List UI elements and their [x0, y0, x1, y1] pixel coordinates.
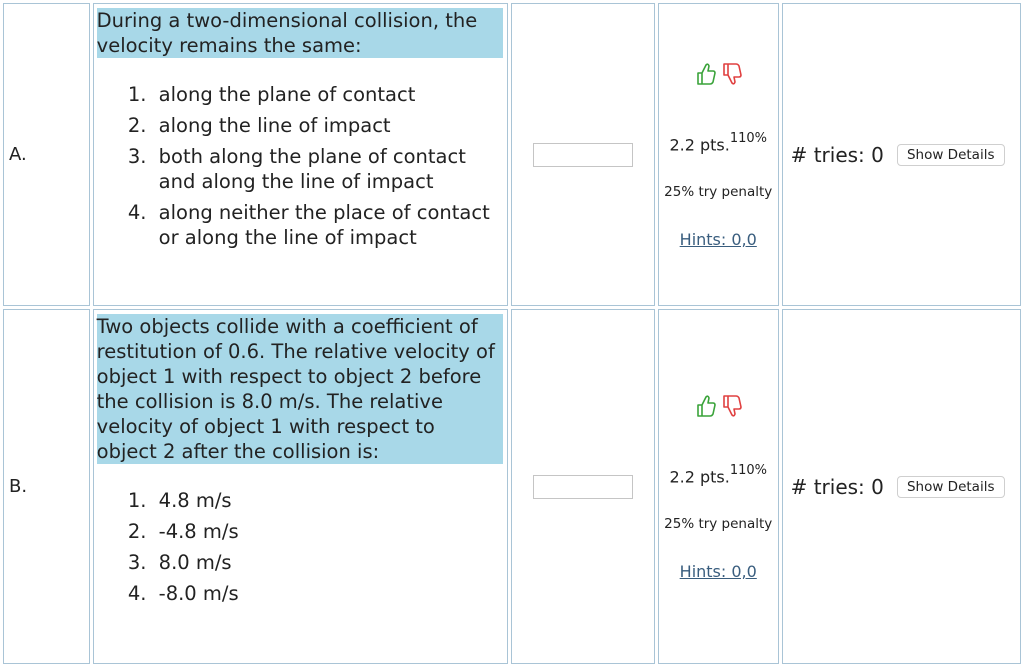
thumbs-down-icon[interactable]	[720, 393, 742, 423]
show-details-button[interactable]: Show Details	[897, 476, 1005, 498]
points-value: 2.2 pts.	[669, 134, 730, 154]
thumbs-down-icon[interactable]	[720, 61, 742, 91]
points-percent: 110%	[729, 130, 768, 146]
question-cell	[93, 309, 509, 664]
points-percent: 110%	[729, 462, 768, 478]
option-item: 1. 4.8 m/s	[153, 488, 504, 513]
tries-count: # tries: 0	[790, 142, 884, 167]
try-penalty: 25% try penalty	[664, 515, 773, 532]
question-letter: A.	[3, 3, 90, 306]
try-penalty: 25% try penalty	[664, 183, 773, 200]
option-item: 2. along the line of impact	[153, 113, 504, 138]
answer-cell	[511, 309, 654, 664]
points-label	[669, 462, 768, 486]
show-details-button[interactable]: Show Details	[897, 144, 1005, 166]
question-row-b	[3, 309, 1021, 664]
rating-icons	[659, 61, 778, 91]
thumbs-up-icon[interactable]	[694, 393, 716, 423]
answer-cell	[511, 3, 654, 306]
question-cell	[93, 3, 509, 306]
answer-options	[97, 82, 504, 250]
tries-cell	[782, 309, 1021, 664]
points-cell	[658, 3, 779, 306]
answer-input[interactable]	[533, 143, 633, 167]
option-item: 3. 8.0 m/s	[153, 550, 504, 575]
option-item: 4. -8.0 m/s	[153, 581, 504, 606]
rating-icons	[659, 393, 778, 423]
tries-count: # tries: 0	[790, 474, 884, 499]
answer-options	[97, 488, 504, 606]
answer-input[interactable]	[533, 475, 633, 499]
tries-cell	[782, 3, 1021, 306]
option-item: 1. along the plane of contact	[153, 82, 504, 107]
hints-link[interactable]: Hints: 0,0	[679, 229, 757, 249]
points-cell	[658, 309, 779, 664]
hints-link[interactable]: Hints: 0,0	[679, 561, 757, 581]
question-letter: B.	[3, 309, 90, 664]
thumbs-up-icon[interactable]	[694, 61, 716, 91]
question-text: Two objects collide with a coefficient of restitution of 0.6. The relative velocity of object 1 with respect to object 2 before the collision is 8.0 m/s. The relative velocity of object 1 with respect to object 2 after the collision is:	[97, 314, 504, 464]
option-item: 2. -4.8 m/s	[153, 519, 504, 544]
option-item: 4. along neither the place of contact or along the line of impact	[153, 200, 504, 251]
question-row-a	[3, 3, 1021, 306]
option-item: 3. both along the plane of contact and along the line of impact	[153, 144, 504, 195]
points-label	[669, 130, 768, 154]
question-text: During a two-dimensional collision, the velocity remains the same:	[97, 8, 504, 58]
points-value: 2.2 pts.	[669, 466, 730, 486]
